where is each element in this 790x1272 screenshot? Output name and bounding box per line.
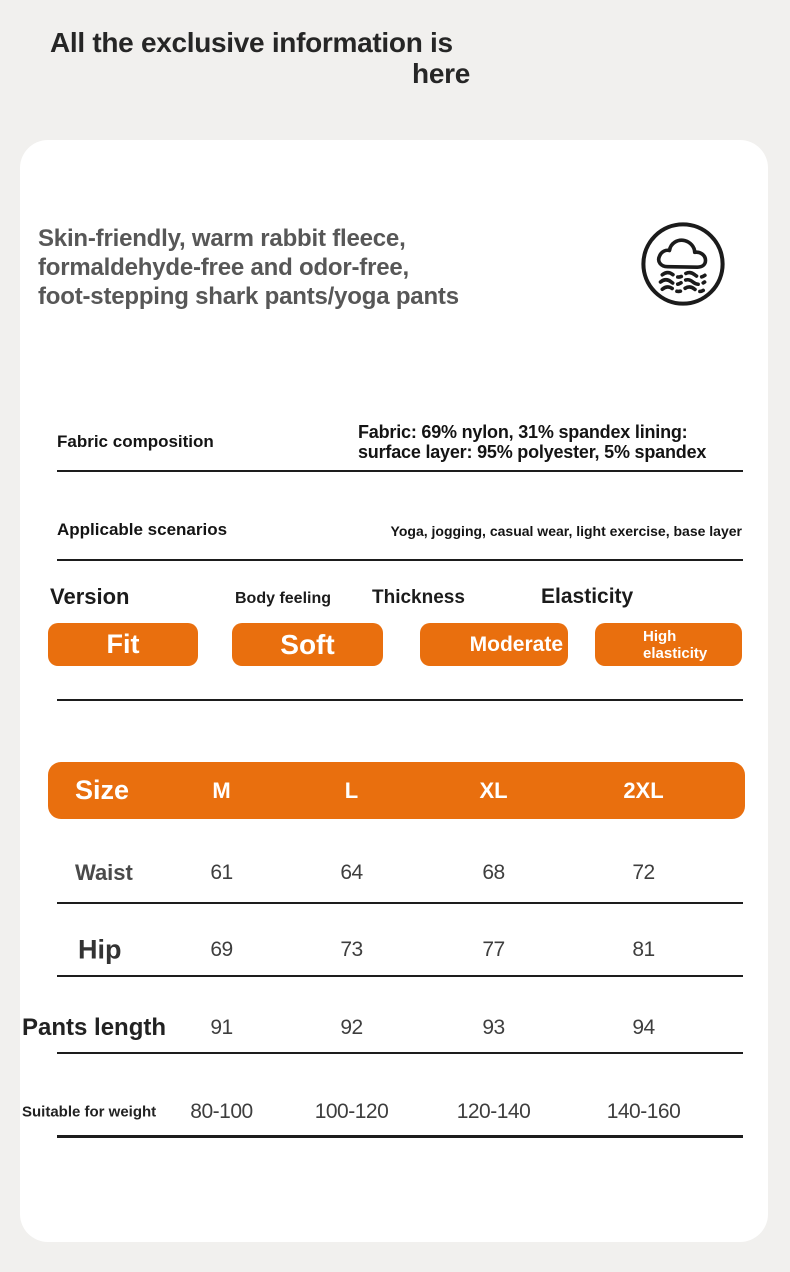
size-header-label: Size [75, 775, 130, 805]
attribute-badge-thickness-moderate: Moderate [420, 623, 568, 666]
attribute-badge-elasticity-high [595, 623, 742, 666]
size-column-m: M [212, 777, 231, 803]
weight-value-2xl: 140-160 [606, 1100, 681, 1123]
page-title-line-2: here [412, 58, 470, 89]
description-line: foot-stepping shark pants/yoga pants [38, 283, 459, 310]
fabric-composition-value [358, 422, 706, 462]
applicable-scenarios-label: Applicable scenarios [57, 520, 228, 539]
hip-value-2xl: 81 [632, 938, 655, 961]
fabric-value-line: surface layer: 95% polyester, 5% spandex [358, 442, 707, 462]
divider [57, 699, 743, 701]
waist-value-l: 64 [340, 861, 363, 884]
table-row-pants-length [20, 999, 745, 1057]
fabric-value-line: Fabric: 69% nylon, 31% spandex lining: [358, 422, 688, 442]
page-title-line-1: All the exclusive information is [50, 27, 453, 58]
row-label-waist: Waist [75, 860, 133, 885]
pants-length-value-m: 91 [210, 1016, 233, 1039]
divider [57, 975, 743, 977]
divider [57, 1052, 743, 1054]
attribute-badge-elasticity-text: High elasticity [643, 627, 708, 662]
hip-value-m: 69 [210, 938, 233, 961]
pants-length-value-xl: 93 [482, 1016, 505, 1039]
page-title [50, 27, 470, 89]
attribute-label-thickness: Thickness [372, 587, 465, 608]
weight-value-m: 80-100 [190, 1100, 253, 1123]
attribute-label-version: Version [50, 584, 130, 609]
divider [57, 559, 743, 561]
divider [57, 902, 743, 904]
description-line: Skin-friendly, warm rabbit fleece, [38, 225, 406, 252]
size-column-l: L [344, 777, 359, 803]
applicable-scenarios-value: Yoga, jogging, casual wear, light exercise, base layer [390, 523, 742, 539]
hip-value-l: 73 [340, 938, 363, 961]
attribute-label-elasticity: Elasticity [541, 585, 634, 608]
pants-length-value-2xl: 94 [632, 1016, 655, 1039]
table-row-waist [20, 844, 745, 902]
product-description [38, 224, 459, 311]
row-label-suitable-weight: Suitable for weight [22, 1103, 157, 1121]
row-label-pants-length: Pants length [22, 1014, 167, 1041]
waist-value-m: 61 [210, 861, 233, 884]
pants-length-value-l: 92 [340, 1016, 363, 1039]
product-info-card [20, 140, 768, 1242]
size-table-header [48, 762, 745, 819]
table-row-suitable-weight [20, 1083, 745, 1141]
size-column-xl: XL [479, 777, 508, 803]
table-row-hip [20, 921, 745, 979]
row-label-hip: Hip [78, 934, 122, 965]
size-column-2xl: 2XL [623, 777, 664, 803]
waist-value-xl: 68 [482, 861, 505, 884]
hip-value-xl: 77 [482, 938, 505, 961]
fabric-composition-label: Fabric composition [57, 432, 214, 451]
weight-value-xl: 120-140 [456, 1100, 531, 1123]
description-line: formaldehyde-free and odor-free, [38, 254, 410, 281]
weight-value-l: 100-120 [314, 1100, 389, 1123]
attribute-badge-version-fit: Fit [48, 623, 198, 666]
divider [57, 470, 743, 472]
divider [57, 1135, 743, 1138]
waist-value-2xl: 72 [632, 861, 655, 884]
fleece-cloud-icon [638, 219, 728, 309]
attribute-label-body-feeling: Body feeling [235, 590, 332, 607]
attribute-badge-body-feeling-soft: Soft [232, 623, 383, 666]
